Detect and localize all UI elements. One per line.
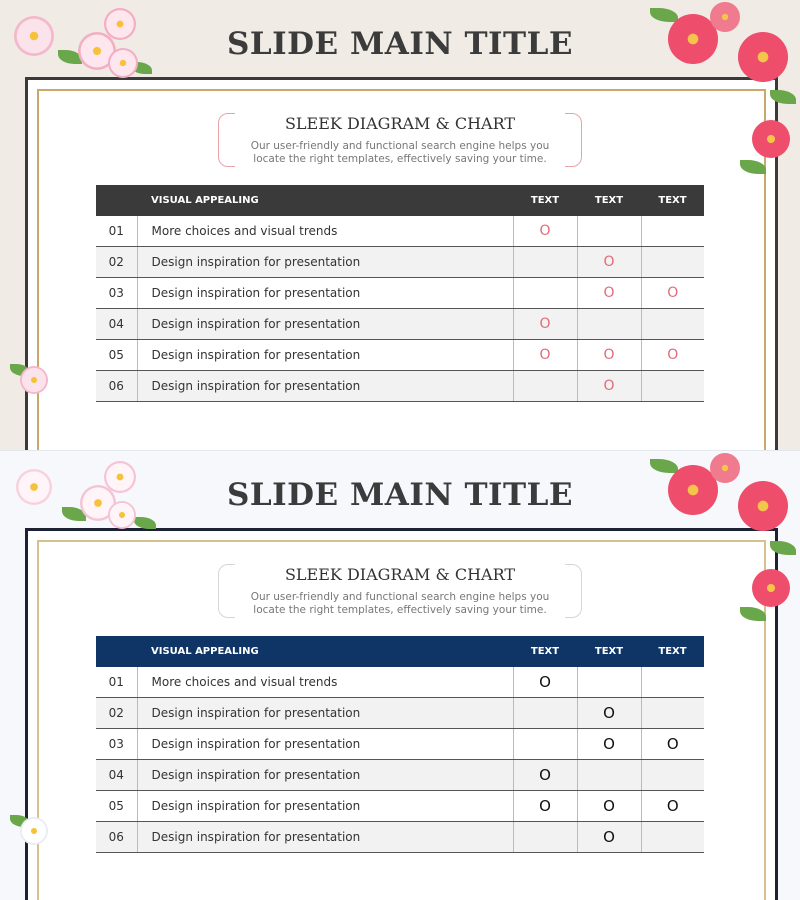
header-label: VISUAL APPEALING: [137, 636, 513, 667]
table-row: [96, 791, 704, 822]
table-row: [96, 822, 704, 853]
row-number: 05: [96, 791, 137, 822]
row-mark-1: O: [513, 791, 577, 822]
header-number: [96, 185, 137, 216]
slide-2: [0, 450, 800, 900]
row-mark-2: O: [577, 340, 641, 371]
row-label: Design inspiration for presentation: [137, 247, 513, 278]
header-col-3: TEXT: [641, 185, 704, 216]
row-number: 04: [96, 760, 137, 791]
row-label: Design inspiration for presentation: [137, 309, 513, 340]
row-mark-1: O: [513, 216, 577, 247]
row-mark-2: O: [577, 791, 641, 822]
subtitle-box: [218, 564, 582, 618]
description-line-1: Our user-friendly and functional search engine helps you: [250, 591, 550, 603]
table-row: [96, 371, 704, 402]
comparison-table: [96, 636, 704, 853]
row-number: 04: [96, 309, 137, 340]
row-mark-1: [513, 278, 577, 309]
row-mark-3: [641, 667, 704, 698]
row-mark-2: [577, 309, 641, 340]
row-label: Design inspiration for presentation: [137, 698, 513, 729]
row-mark-2: O: [577, 822, 641, 853]
description-line-2: locate the right templates, effectively saving your time.: [253, 153, 547, 165]
comparison-table: [96, 185, 704, 402]
row-number: 02: [96, 247, 137, 278]
row-number: 06: [96, 371, 137, 402]
row-mark-1: O: [513, 667, 577, 698]
row-label: Design inspiration for presentation: [137, 822, 513, 853]
row-mark-1: [513, 729, 577, 760]
row-mark-2: O: [577, 371, 641, 402]
description-line-2: locate the right templates, effectively saving your time.: [253, 604, 547, 616]
row-label: Design inspiration for presentation: [137, 340, 513, 371]
row-mark-2: O: [577, 247, 641, 278]
row-number: 03: [96, 729, 137, 760]
description: [219, 591, 581, 617]
header-label: VISUAL APPEALING: [137, 185, 513, 216]
row-mark-2: [577, 216, 641, 247]
row-number: 02: [96, 698, 137, 729]
row-label: More choices and visual trends: [137, 667, 513, 698]
row-mark-3: [641, 698, 704, 729]
row-label: Design inspiration for presentation: [137, 760, 513, 791]
table-row: [96, 760, 704, 791]
row-mark-1: [513, 822, 577, 853]
row-mark-3: [641, 822, 704, 853]
header-col-2: TEXT: [577, 636, 641, 667]
table-row: [96, 340, 704, 371]
row-mark-2: O: [577, 729, 641, 760]
row-mark-2: O: [577, 698, 641, 729]
description-line-1: Our user-friendly and functional search engine helps you: [250, 140, 550, 152]
header-col-1: TEXT: [513, 636, 577, 667]
row-number: 03: [96, 278, 137, 309]
row-mark-1: [513, 698, 577, 729]
row-number: 01: [96, 216, 137, 247]
row-mark-3: [641, 247, 704, 278]
row-mark-1: O: [513, 340, 577, 371]
row-mark-3: [641, 309, 704, 340]
row-number: 05: [96, 340, 137, 371]
row-mark-3: O: [641, 340, 704, 371]
row-mark-3: [641, 371, 704, 402]
header-number: [96, 636, 137, 667]
table-row: [96, 667, 704, 698]
row-mark-2: [577, 667, 641, 698]
table-header-row: [96, 185, 704, 216]
row-label: Design inspiration for presentation: [137, 278, 513, 309]
row-mark-1: O: [513, 309, 577, 340]
row-mark-3: [641, 760, 704, 791]
table-row: [96, 216, 704, 247]
row-number: 01: [96, 667, 137, 698]
row-mark-1: [513, 371, 577, 402]
table-row: [96, 729, 704, 760]
table-row: [96, 698, 704, 729]
header-col-1: TEXT: [513, 185, 577, 216]
slide-title: SLIDE MAIN TITLE: [226, 26, 574, 62]
subtitle-box: [218, 113, 582, 167]
row-mark-1: [513, 247, 577, 278]
header-col-2: TEXT: [577, 185, 641, 216]
row-label: Design inspiration for presentation: [137, 791, 513, 822]
row-mark-1: O: [513, 760, 577, 791]
header-col-3: TEXT: [641, 636, 704, 667]
row-label: Design inspiration for presentation: [137, 371, 513, 402]
row-mark-3: O: [641, 278, 704, 309]
table-row: [96, 247, 704, 278]
row-number: 06: [96, 822, 137, 853]
row-mark-2: O: [577, 278, 641, 309]
subtitle: SLEEK DIAGRAM & CHART: [284, 114, 516, 133]
row-mark-3: O: [641, 729, 704, 760]
table-row: [96, 278, 704, 309]
subtitle: SLEEK DIAGRAM & CHART: [284, 565, 516, 584]
description: [219, 140, 581, 166]
row-label: Design inspiration for presentation: [137, 729, 513, 760]
row-mark-2: [577, 760, 641, 791]
slide-title: SLIDE MAIN TITLE: [226, 477, 574, 513]
table-header-row: [96, 636, 704, 667]
row-mark-3: O: [641, 791, 704, 822]
row-mark-3: [641, 216, 704, 247]
row-label: More choices and visual trends: [137, 216, 513, 247]
table-row: [96, 309, 704, 340]
